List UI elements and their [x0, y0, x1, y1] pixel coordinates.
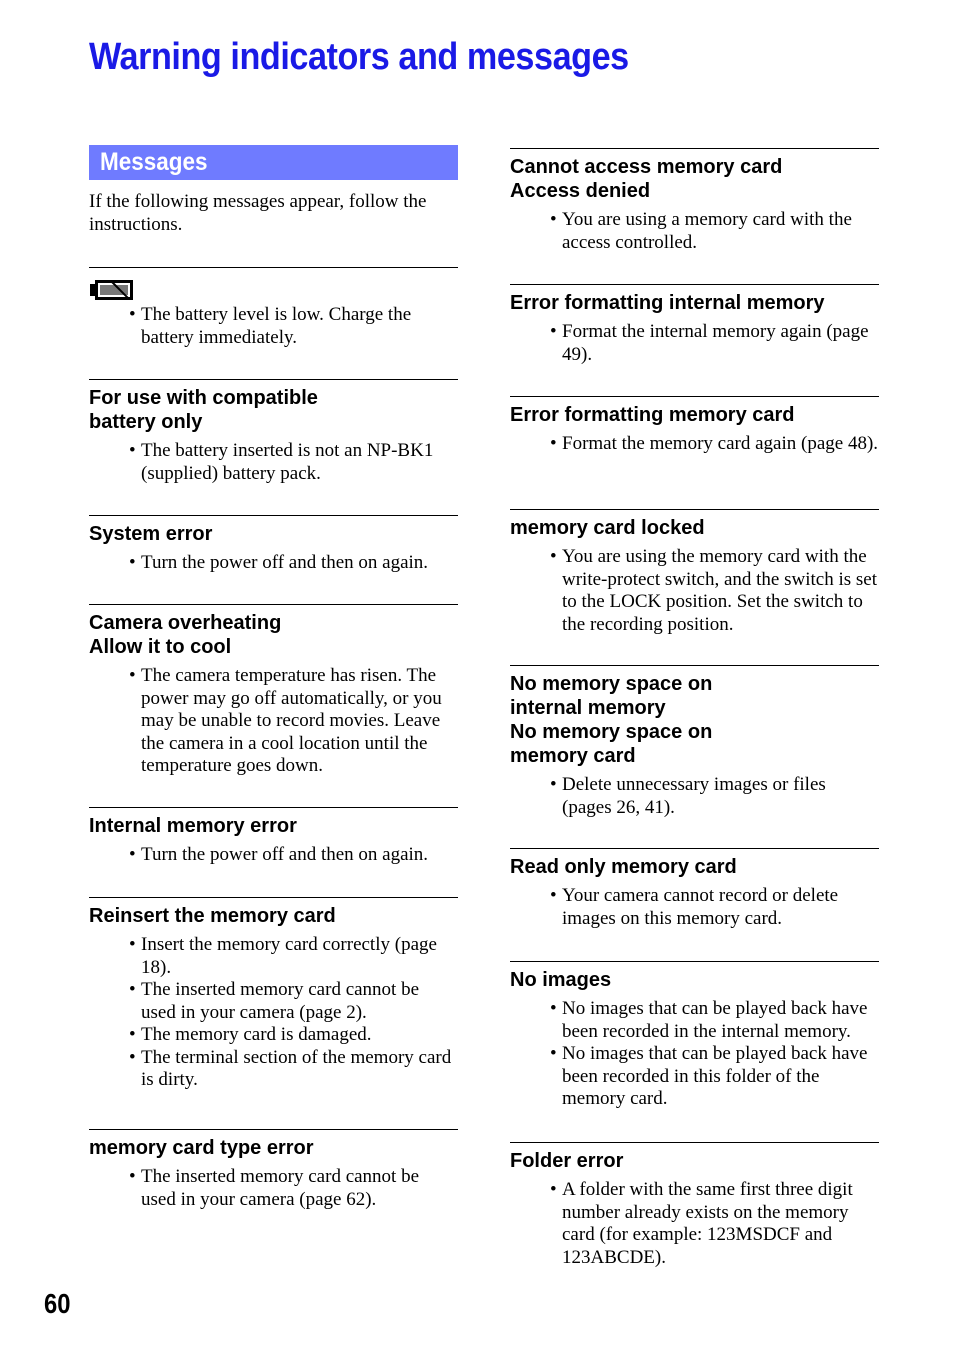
section-heading-bar — [89, 145, 458, 180]
battery-low-icon — [89, 278, 135, 302]
bullet-item: • You are using a memory card with the access controlled. — [550, 209, 852, 253]
bullet-item: • You are using the memory card with the write-protect switch, and the switch is set to the LOCK position. Set the switch to the recording position. — [550, 546, 878, 635]
bullet-list — [89, 844, 458, 867]
bullet-item: • Insert the memory card correctly (page 18). — [129, 934, 437, 978]
bullet-list — [510, 209, 879, 254]
bullet-item: • Turn the power off and then on again. — [129, 552, 429, 573]
page-title: Warning indicators and messages — [89, 36, 629, 78]
message-entry — [510, 148, 879, 254]
message-entry — [510, 396, 879, 456]
bullet-item: • A folder with the same first three digit number already exists on the memory card (for example: 123MSDCF and 123ABCDE). — [550, 1179, 853, 1268]
bullet-list — [89, 1166, 458, 1211]
bullet-list — [89, 304, 458, 349]
message-entry — [510, 509, 879, 636]
message-title: Folder error — [510, 1150, 624, 1172]
bullet-item: • The inserted memory card cannot be used in your camera (page 2). — [129, 979, 420, 1023]
message-entry — [89, 897, 458, 1092]
bullet-list — [89, 934, 458, 1092]
bullet-item: • Format the internal memory again (page 49). — [550, 321, 869, 365]
bullet-item: • Format the memory card again (page 48). — [550, 433, 879, 454]
message-entry — [510, 1142, 879, 1269]
message-entry — [510, 284, 879, 366]
message-title: Internal memory error — [89, 815, 297, 837]
bullet-item: • Your camera cannot record or delete images on this memory card. — [550, 885, 839, 929]
bullet-list — [510, 433, 879, 456]
bullet-item: • The camera temperature has risen. The power may go off automatically, or you may be unable to record movies. Leave the camera in a cool location until the temperature goes down. — [129, 665, 442, 776]
bullet-item: • The battery inserted is not an NP-BK1 (supplied) battery pack. — [129, 440, 434, 484]
bullet-item: • Delete unnecessary images or files (pages 26, 41). — [550, 774, 826, 818]
bullet-item: • No images that can be played back have been recorded in this folder of the memory card. — [550, 1043, 868, 1109]
bullet-item: • The memory card is damaged. — [129, 1024, 372, 1045]
page-number: 60 — [44, 1288, 71, 1319]
message-entry — [89, 515, 458, 575]
message-title: Read only memory card — [510, 856, 737, 878]
bullet-item: • The terminal section of the memory card is dirty. — [129, 1046, 452, 1090]
message-title: No memory space on internal memory No memory space on memory card — [510, 673, 713, 767]
message-entry — [89, 379, 458, 485]
intro-text: If the following messages appear, follow the instructions. — [89, 191, 427, 235]
message-title: System error — [89, 523, 213, 545]
bullet-list — [510, 885, 879, 930]
bullet-list — [510, 998, 879, 1111]
bullet-list — [89, 665, 458, 778]
message-title: Reinsert the memory card — [89, 905, 336, 927]
message-title: memory card locked — [510, 517, 705, 539]
message-entry-battery-low — [89, 267, 458, 349]
message-entry — [510, 961, 879, 1111]
section-heading: Messages — [100, 148, 208, 176]
bullet-item: • The battery level is low. Charge the battery immediately. — [129, 304, 412, 348]
message-entry — [510, 665, 879, 819]
message-entry — [510, 848, 879, 930]
bullet-item: • Turn the power off and then on again. — [129, 844, 429, 865]
bullet-item: • No images that can be played back have been recorded in the internal memory. — [550, 998, 868, 1042]
message-title: For use with compatible battery only — [89, 387, 318, 433]
bullet-list — [89, 440, 458, 485]
bullet-list — [510, 546, 879, 636]
message-title: Error formatting internal memory — [510, 292, 825, 314]
message-entry — [89, 1129, 458, 1211]
message-entry — [89, 807, 458, 867]
bullet-list — [510, 774, 879, 819]
message-entry — [89, 604, 458, 778]
bullet-list — [510, 321, 879, 366]
message-title: Camera overheating Allow it to cool — [89, 612, 282, 658]
bullet-list — [510, 1179, 879, 1269]
message-title: memory card type error — [89, 1137, 314, 1159]
bullet-list — [89, 552, 458, 575]
message-title: Error formatting memory card — [510, 404, 795, 426]
message-title: No images — [510, 969, 612, 991]
bullet-item: • The inserted memory card cannot be used in your camera (page 62). — [129, 1166, 420, 1210]
message-title: Cannot access memory card Access denied — [510, 156, 783, 202]
